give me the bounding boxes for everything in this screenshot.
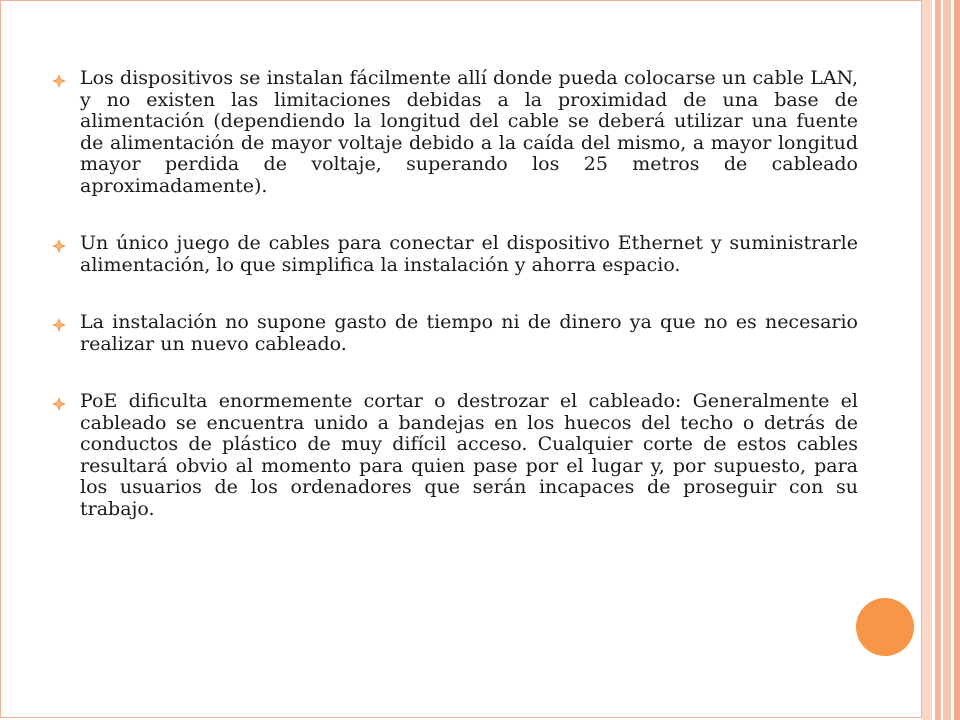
decorative-circle bbox=[856, 598, 914, 656]
diamond-bullet-icon bbox=[52, 235, 80, 257]
bullet-text: La instalación no supone gasto de tiempo ni de dinero ya que no es necesario realizar un nuevo cableado. bbox=[80, 311, 858, 355]
bullet-item-2 bbox=[52, 233, 858, 276]
bullet-text: PoE dificulta enormemente cortar o destrozar el cableado: Generalmente el cableado se encuentra unido a bandejas en los huecos del techo o detrás de conductos de plástico de muy difícil acceso. Cualquier corte de estos cables resultará obvio al momento para quien pase por el lugar y, por supuesto, para los usuarios de los ordenadores que serán incapaces de proseguir con su trabajo. bbox=[80, 390, 858, 520]
bullet-item-4 bbox=[52, 391, 858, 520]
stripe-7 bbox=[954, 0, 960, 720]
bullet-item-1 bbox=[52, 68, 858, 197]
decorative-stripes bbox=[922, 0, 960, 720]
bullet-item-3 bbox=[52, 312, 858, 355]
slide-content bbox=[52, 68, 858, 556]
diamond-bullet-icon bbox=[52, 393, 80, 415]
stripe-1 bbox=[922, 0, 932, 720]
stripe-5 bbox=[943, 0, 951, 720]
diamond-bullet-icon bbox=[52, 70, 80, 92]
bullet-text: Los dispositivos se instalan fácilmente allí donde pueda colocarse un cable LAN, y no existen las limitaciones debidas a la proximidad de una base de alimentación (dependiendo la longitud del cable se deberá utilizar una fuente de alimentación de mayor voltaje debido a la caída del mismo, a mayor longitud mayor perdida de voltaje, superando los 25 metros de cableado aproximadamente). bbox=[80, 67, 858, 197]
diamond-bullet-icon bbox=[52, 314, 80, 336]
bullet-text: Un único juego de cables para conectar el dispositivo Ethernet y suministrarle alimentación, lo que simplifica la instalación y ahorra espacio. bbox=[80, 232, 858, 276]
